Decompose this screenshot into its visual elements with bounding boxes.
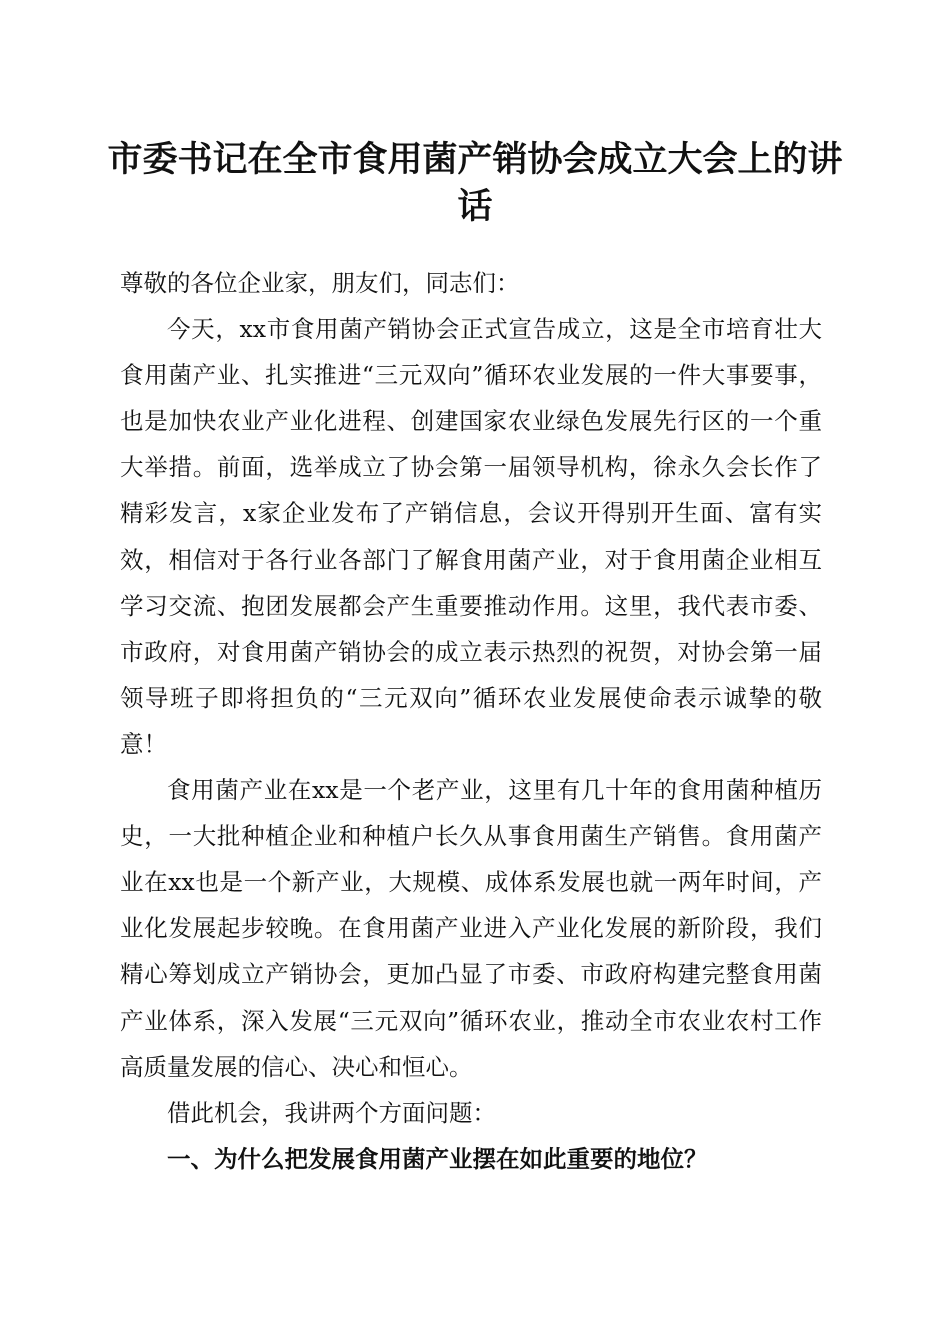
paragraph-transition: 借此机会，我讲两个方面问题：: [167, 1098, 496, 1127]
salutation: 尊敬的各位企业家，朋友们，同志们：: [120, 269, 520, 297]
paragraph-industry: 食用菌产业在xx是一个老产业，这里有几十年的食用菌种植历史，一大批种植企业和种植户长久从事食用菌生产销售。食用菌产业在xx也是一个新产业，大规模、成体系发展也就一两年时间，产业化发展起步较晚。在食用菌产业进入产业化发展的新阶段，我们精心筹划成立产销协会，更加凸显了市委、市政府构建完整食用菌产业体系，深入发展“三元双向”循环农业，推动全市农业农村工作高质量发展的信心、决心和恒心。: [120, 776, 822, 1081]
section-heading: 一、为什么把发展食用菌产业摆在如此重要的地位？: [167, 1144, 708, 1173]
paragraph-opening: 今天，xx市食用菌产销协会正式宣告成立，这是全市培育壮大食用菌产业、扎实推进“三元双向”循环农业发展的一件大事要事，也是加快农业产业化进程、创建国家农业绿色发展先行区的一个重大举措。前面，选举成立了协会第一届领导机构，徐永久会长作了精彩发言，x家企业发布了产销信息，会议开得别开生面、富有实效，相信对于各行业各部门了解食用菌产业，对于食用菌企业相互学习交流、抱团发展都会产生重要推动作用。这里，我代表市委、市政府，对食用菌产销协会的成立表示热烈的祝贺，对协会第一届领导班子即将担负的“三元双向”循环农业发展使命表示诚挚的敬意！: [120, 315, 822, 758]
document-body: [120, 260, 822, 1182]
document-title: 市委书记在全市食用菌产销协会成立大会上的讲话: [107, 139, 843, 227]
